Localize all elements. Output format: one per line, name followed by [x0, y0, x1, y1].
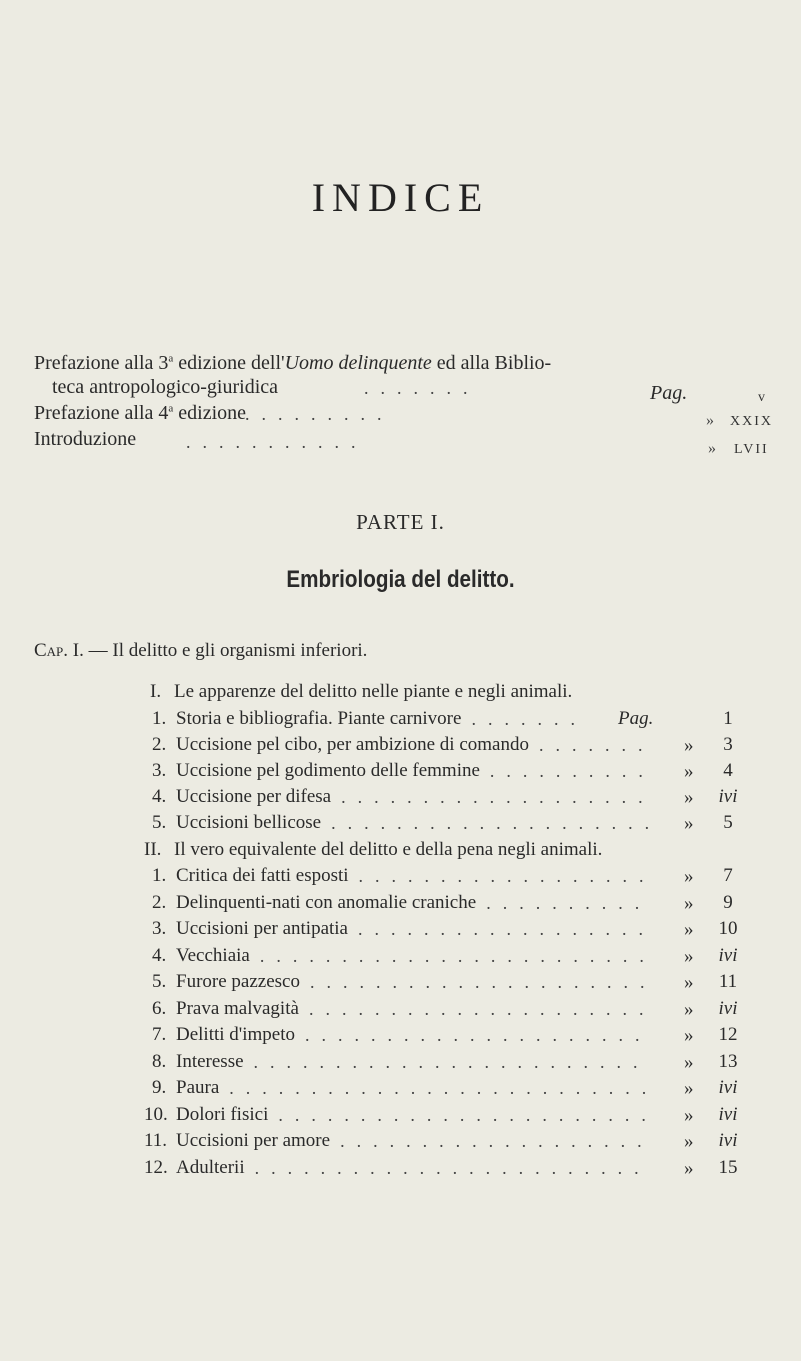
entry-number: 7. [152, 1024, 167, 1045]
chapter-dash: — [88, 640, 108, 661]
entry-number: 5. [152, 971, 167, 992]
entry-page-number: 3 [723, 734, 733, 755]
dot-leader: ........... [186, 432, 368, 452]
entry-title: Adulterii [176, 1156, 245, 1178]
entry-title: Delinquenti-nati con anomalie craniche [176, 891, 477, 913]
entry-page-number: 13 [718, 1050, 738, 1072]
entry-title: Vecchiaia [176, 944, 250, 966]
entry-page-number: 7 [723, 865, 733, 886]
entry-title: Prava malvagità [176, 997, 299, 1019]
entry-page-number: ivi [718, 786, 738, 807]
chapter-label: Cap. I. [34, 640, 84, 661]
dot-leader: ....................... [278, 1104, 658, 1125]
preface-line-3-b: edizione [173, 402, 247, 424]
preface-line-4-ditto: » [708, 440, 716, 457]
entry-page-mark: » [684, 866, 694, 887]
entry-number: 4. [152, 944, 167, 966]
preface-line-1-italic: Uomo delinquente [284, 352, 432, 374]
entry-page-number: ivi [718, 997, 738, 1019]
entry-title: Uccisioni per amore [176, 1130, 331, 1151]
entry-title: Interesse [176, 1050, 244, 1072]
entry-page-number: ivi [718, 944, 738, 966]
dot-leader: ..................... [305, 1025, 652, 1045]
entry-page-mark: » [684, 1131, 694, 1152]
entry-number: 8. [152, 1050, 167, 1072]
entry-number: 3. [152, 918, 167, 939]
preface-line-4-page: LVII [734, 442, 769, 457]
section-title: Il vero equivalente del delitto e della pena negli animali. [174, 839, 603, 860]
entry-number: 10. [144, 1103, 168, 1125]
entry-page-mark: Pag. [618, 708, 654, 729]
entry-page-mark: » [684, 919, 694, 940]
entry-number: 2. [152, 891, 167, 913]
entry-number: 1. [152, 865, 167, 886]
entry-number: 12. [144, 1156, 168, 1178]
entry-page-mark: » [684, 1025, 694, 1046]
dot-leader: ........................ [254, 1157, 651, 1178]
entry-title: Uccisione per difesa [176, 786, 332, 807]
dot-leader: ....... [471, 709, 587, 729]
preface-line-1 [34, 352, 551, 375]
entry-title: Paura [176, 1077, 220, 1098]
entry-number: 11. [144, 1130, 168, 1151]
preface-line-4-text: Introduzione [34, 428, 137, 450]
preface-line-3-a: Prefazione alla 4 [34, 402, 169, 424]
part-subtitle: Embriologia del delitto. [286, 566, 515, 593]
entry-title: Delitti d'impeto [176, 1024, 295, 1045]
dot-leader: ........................ [259, 945, 656, 966]
entry-number: 5. [152, 812, 167, 833]
dot-leader: .......... [486, 892, 652, 913]
entry-page-mark: » [684, 972, 694, 993]
entry-page-mark: » [684, 1104, 694, 1126]
preface-line-1-a: Prefazione alla 3 [34, 352, 169, 374]
entry-page-number: 9 [723, 891, 733, 913]
entry-page-number: 12 [718, 1024, 738, 1045]
dot-leader: .................... [331, 813, 662, 833]
entry-page-number: ivi [718, 1130, 738, 1151]
page-title: INDICE [311, 175, 490, 220]
entry-title: Uccisione pel cibo, per ambizione di comando [176, 734, 529, 755]
entry-title: Uccisioni bellicose [176, 812, 322, 833]
dot-leader: ..................... [308, 998, 656, 1019]
dot-leader: .................. [358, 919, 655, 939]
entry-page-mark: » [684, 945, 694, 967]
entry-page-number: 15 [718, 1156, 738, 1178]
entry-page-mark: » [684, 1051, 694, 1073]
entry-page-number: 10 [718, 918, 738, 939]
entry-page-mark: » [684, 998, 694, 1020]
dot-leader: ......... [245, 404, 394, 424]
entry-page-number: ivi [718, 1077, 738, 1098]
preface-line-2-text: teca antropologico-giuridica [52, 376, 279, 398]
entry-title: Furore pazzesco [176, 971, 300, 992]
entry-page-mark: » [684, 761, 694, 782]
dot-leader: ..................... [309, 972, 657, 992]
preface-line-3-sup: a [168, 402, 174, 415]
entry-title: Uccisioni per antipatia [176, 918, 348, 939]
entry-page-mark: » [684, 1078, 694, 1099]
chapter-title: Il delitto e gli organismi inferiori. [112, 640, 368, 661]
entry-page-mark: » [684, 787, 694, 808]
dot-leader: .......................... [229, 1078, 659, 1098]
entry-number: 4. [152, 786, 167, 807]
preface-line-1-c: ed alla Biblio- [431, 352, 552, 374]
dot-leader: ................... [340, 1131, 654, 1151]
entry-page-number: ivi [718, 1103, 738, 1125]
preface-line-2-pag: Pag. [650, 382, 688, 404]
dot-leader: ........................ [253, 1051, 650, 1072]
section-numeral: I. [150, 681, 162, 702]
entry-page-number: 4 [723, 760, 733, 781]
entry-title: Critica dei fatti esposti [176, 865, 349, 886]
dot-leader: ....... [538, 735, 655, 755]
entry-page-number: 1 [723, 708, 733, 729]
entry-page-number: 11 [718, 971, 738, 992]
dot-leader: ....... [364, 378, 480, 398]
entry-title: Uccisione pel godimento delle femmine [176, 760, 480, 781]
entry-title: Dolori fisici [176, 1103, 269, 1125]
dot-leader: ................... [341, 787, 655, 807]
entry-number: 2. [152, 734, 167, 755]
chapter-heading [34, 640, 367, 662]
entry-number: 9. [152, 1077, 167, 1098]
entry-number: 3. [152, 760, 167, 781]
preface-line-2-page: v [758, 390, 767, 405]
entry-number: 6. [152, 997, 167, 1019]
preface-line-3 [34, 402, 246, 425]
entry-number: 1. [152, 708, 167, 729]
dot-leader: .......... [489, 761, 655, 781]
entry-page-mark: » [684, 735, 694, 756]
entry-title: Storia e bibliografia. Piante carnivore [176, 708, 462, 729]
section-title: Le apparenze del delitto nelle piante e negli animali. [174, 681, 573, 702]
section-numeral: II. [144, 839, 162, 860]
entry-page-mark: » [684, 813, 694, 834]
part-heading: PARTE I. [356, 510, 445, 534]
preface-line-1-b: edizione dell' [173, 352, 285, 374]
preface-line-1-sup: a [168, 352, 174, 365]
entry-page-mark: » [684, 892, 694, 914]
entry-page-number: 5 [723, 812, 733, 833]
dot-leader: .................. [358, 866, 656, 886]
preface-line-3-ditto: » [706, 412, 714, 429]
preface-line-3-page: XXIX [730, 414, 773, 429]
entry-page-mark: » [684, 1157, 694, 1179]
